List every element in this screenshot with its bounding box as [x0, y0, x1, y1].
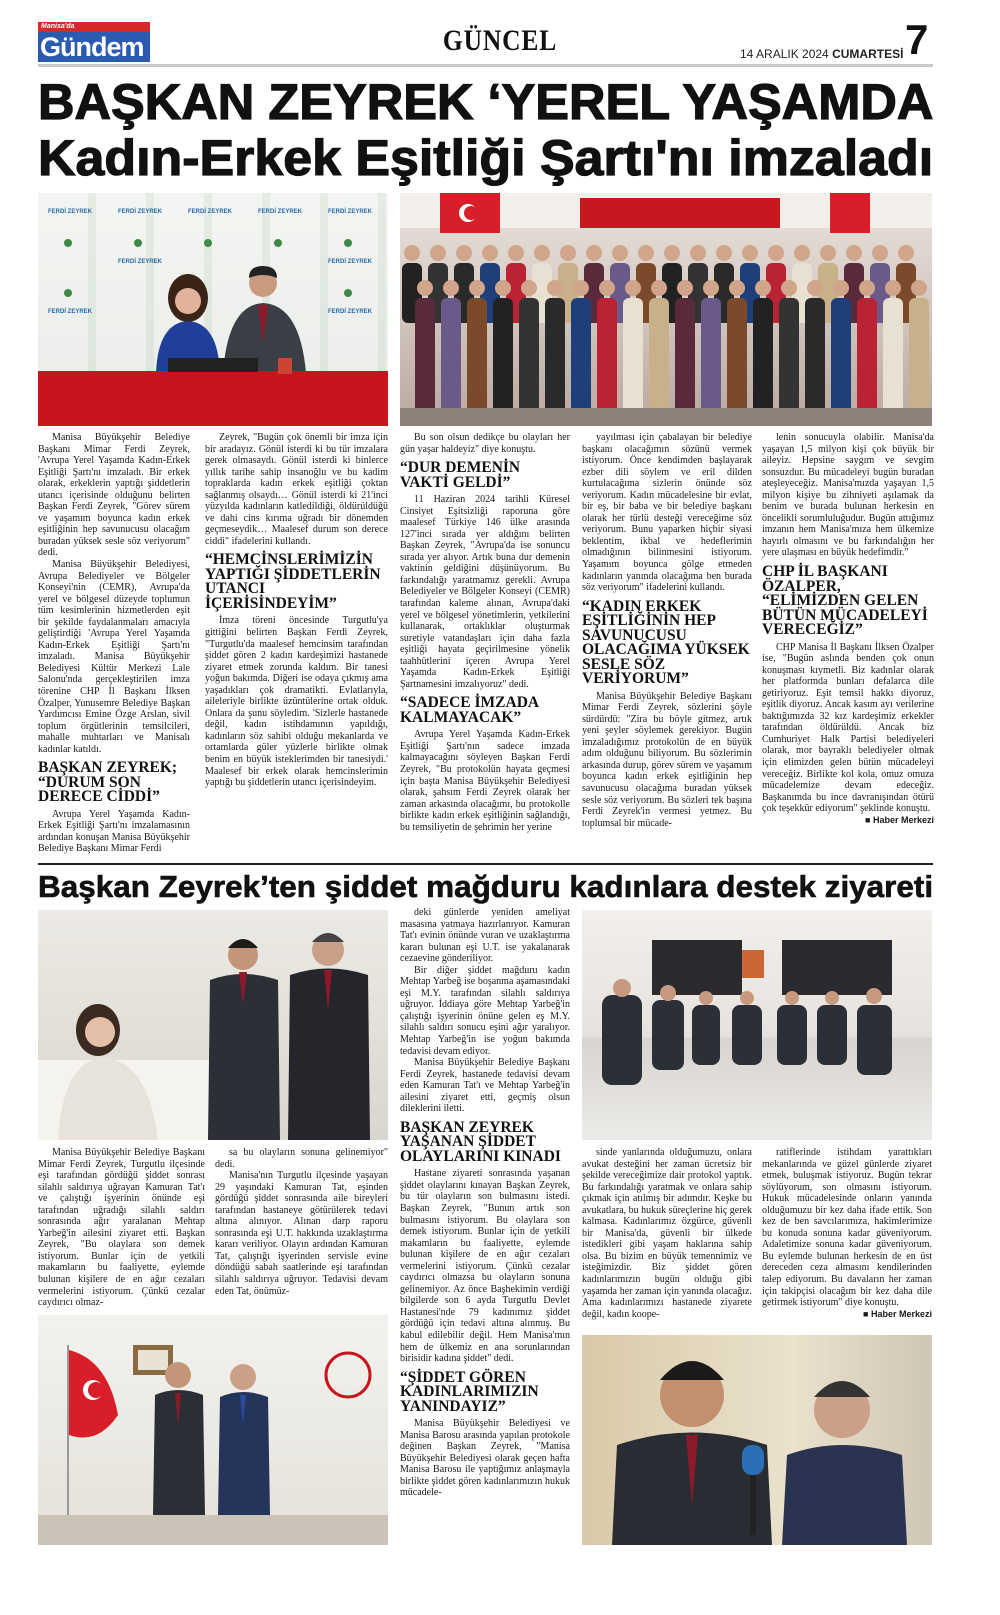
crowd-head — [794, 245, 810, 261]
crowd-head — [534, 245, 550, 261]
paragraph: Bu son olsun dedikçe bu olayları her gün yaşar haldeyiz" diye konuştu. — [400, 432, 570, 455]
crowd-person — [675, 298, 695, 418]
paragraph: Manisa'nın Turgutlu ilçesinde yaşayan 29 yaşındaki Kamuran Tat, eşinden gördüğü şiddet sonrasında aile bireyleri tarafından hastaneye götürülerek tedavi altına alınıyor. Alınan darp raporu sonrasında eşi U.T. hakkında uzaklaştırma kararı veriliyor. Olayın ardından Kamuran Tat, çalıştığı işyerinden servisle evine döndüğü sabah saatlerinde eşi tarafından silahlı saldırıya uğruyor. Tedavisi devam eden Tat, önümüz- — [215, 1170, 388, 1297]
paragraph: Avrupa Yerel Yaşamda Kadın-Erkek Eşitliği Şartı'nı imzalamasının ardından konuşan Manisa Büyükşehir Belediye Başkanı Mimar Ferdi — [38, 808, 190, 855]
crowd-head — [586, 245, 602, 261]
paragraph: Hastane ziyareti sonrasında yaşanan şiddet olaylarını kınayan Başkan Zeyrek, bu tür olayların son bulmasını istedi. Başkan Zeyrek, "Bunun artık son bulmasını istiyorum. Bu olaylara son demek istiyorum. Bunlar için de yetkili makamların bu faaliyette, eylemde bulunan kişilere de en ağır cezaları vermelerini istiyorum. Çünkü cezalar caydırıcı olmazsa bu olayların sonuna gelinemiyor. Az önce Başhekimin verdiği bilgilerde son 6 ayda Turgutlu Devlet Hastanesi'nde 79 kadınımız şiddet gördüğü için tedavi altına alınmış. Bu kabul edilebilir değil. Hem Manisa'mın hem de ülkemiz en ana sorunlarından birisidir kadına şiddet" dedi. — [400, 1168, 570, 1365]
crowd-person — [597, 298, 617, 418]
paragraph: Avrupa Yerel Yaşamda Kadın-Erkek Eşitliği Şartı'nın sadece imzada kalmayacağını söyleyen Başkan Ferdi Zeyrek, "Bu protokolün hayata geçmesi için başta Manisa Büyükşehir Belediyesi olarak, şahsım Ferdi Zeyrek olarak her zaman arkasında olacağımı, bu protokolle birlikte kadın erkek eşitliğinin sağlandığı, bu temsiliyetin de şehrimin her yerine — [400, 729, 570, 833]
paragraph: Manisa Büyükşehir Belediyesi, Avrupa Belediyeler ve Bölgeler Konseyi'nin (CEMR), Avrupa'da yerel ve bölgesel düzeyde toplumun tüm kesimlerinin hizmetlerden eşit bir şekilde faydalanmaları amacıyla geliştirdiği 'Avrupa Yerel Yaşamda Kadın-Erkek Eşitliği Şartı'nı imzaladı. Manisa Büyükşehir Belediyesi Kültür Merkezi Lale Salonu'nda gerçekleştirilen imza törenine CHP İl Başkanı İlksen Özalper, Yunusemre Belediye Başkan Yardımcısı Emine Özge Arslan, sivil toplum örgütlerinin temsilcileri, mahalle muhtarları ve Manisalı kadınlar katıldı. — [38, 559, 190, 755]
crowd-head — [755, 280, 771, 296]
photo-hospital-visit — [38, 910, 388, 1140]
story2-headline — [38, 868, 933, 906]
paragraph: deki günlerde yeniden ameliyat masasına yatmaya hazırlanıyor. Kamuran Tat'ı evinin önünde vuran ve uzaklaştırma kararı bulunan eşi U.T. ise yakalanarak cezaevine gönderiliyor. — [400, 907, 570, 965]
story2-column-5 — [762, 1147, 932, 1327]
paragraph: 11 Haziran 2024 tarihli Küresel Cinsiyet Eşitsizliği raporuna göre maalesef Türkiye 146 ülke arasında 127'inci sırada yer aldığını belirten Başkan Zeyrek, "Avrupa'da ise sonuncu sırada yer alıyor. Artık buna dur demenin vaktinin geldiğini düşünüyorum. Bu farkındalığı yaratmamız gerekli. Avrupa Belediyeler ve Bölgeler Konseyi (CEMR) tarafından kaleme alınan, Avrupa'daki yerel ve bölgesel yönetimlerin, yetkilerini kullanarak, ortaklıklar oluşturmak suretiyle vatandaşları için daha fazla eşitliği hayata geçirilmesine yönelik taahhütlerini içeren Avrupa Yerel Yaşamda Kadın-Erkek Eşitliği Şartnamesini imzalıyoruz" dedi. — [400, 494, 570, 690]
crowd-person — [701, 298, 721, 418]
crowd-head — [482, 245, 498, 261]
crowd-head — [807, 280, 823, 296]
crowd-person — [415, 298, 435, 418]
crowd-head — [404, 245, 420, 261]
crowd-person — [753, 298, 773, 418]
crowd-head — [898, 245, 914, 261]
headline-text: Başkan Zeyrek’ten şiddet mağduru kadınlara destek ziyareti — [38, 869, 934, 904]
crowd-head — [703, 280, 719, 296]
crowd-head — [833, 280, 849, 296]
page-number: 7 — [905, 16, 929, 63]
photo-signing-ceremony — [38, 193, 388, 426]
date-text: 14 ARALIK 2024 — [740, 47, 829, 61]
story1-column-2 — [205, 432, 388, 862]
crowd-person — [857, 298, 877, 418]
crowd-head — [716, 245, 732, 261]
subheading: “DUR DEMENİN VAKTİ GELDİ” — [400, 459, 521, 491]
crowd-person — [727, 298, 747, 418]
story1-column-1 — [38, 432, 190, 862]
crowd-head — [872, 245, 888, 261]
paragraph: Manisa Büyükşehir Belediyesi ve Manisa Barosu arasında yapılan protokole değinen Başkan Zeyrek, "Manisa Büyükşehir Belediyesi olarak geçen hafta Manisa Barosu ile yaptığımız anlaşmayla birlikte şiddet gören kadınlarımızın hukuk mücadele- — [400, 1418, 570, 1499]
crowd-head — [911, 280, 927, 296]
subheading: BAŞKAN ZEYREK YAŞANAN ŞİDDET OLAYLARINI KINADI — [400, 1118, 561, 1165]
crowd-head — [859, 280, 875, 296]
crowd-head — [417, 280, 433, 296]
paragraph: Manisa Büyükşehir Belediye Başkanı Mimar Ferdi Zeyrek, Turgutlu ilçesinde eşi tarafından gördüğü şiddet sonrası silahlı saldırıya uğrayan Kamuran Tat'ı ve çalıştığı işyerinin önünde eşi tarafından uğradığı silahlı saldırı sonrasında ağır yaralanan Mehtap Yarbeğ'in ailesini ziyaret etti. Başkan Zeyrek, "Bu olaylara son demek istiyorum. Bunlar için de yetkili makamların bu faaliyette, eylemde bulunan kişilere de en ağır cezaları vermelerini istiyorum. Çünkü cezalar caydırıcı olmaz- — [38, 1147, 205, 1309]
crowd-head — [781, 280, 797, 296]
crowd-head — [430, 245, 446, 261]
photo-office-handshake — [38, 1315, 388, 1545]
headline-text: BAŞKAN ZEYREK ‘YEREL YAŞAMDA — [38, 74, 934, 130]
crowd-person — [779, 298, 799, 418]
photo-press-interview — [582, 1335, 932, 1545]
byline: ■ Haber Merkezi — [865, 814, 934, 825]
meeting-illustration — [582, 910, 932, 1140]
story1-headline-line1 — [38, 74, 933, 130]
paragraph: İmza töreni öncesinde Turgutlu'ya gittiğini belirten Başkan Ferdi Zeyrek, "Turgutlu'da maalesef hemcinsim tarafından şiddet gören 2 kadın kardeşimizi hastanede ziyaret etmek zorunda kaldım. Bir tanesi yoğun bakımda. Diğeri ise odaya çıkmış ama yaşadıkları çok dramatikti. Evlatlarıyla, aileleriyle birlikte üzüntülerine ortak olduk. Onlara da şunu söyledim. 'Sizlerle hastanede değil, kadın istihdamının yapıldığı, kadınların söz sahibi olduğu mekanlarda ve ortamlarda güler yüzlerle birlikte olmak benim en büyük isteklerimden bir tanesiydi.' Maalesef bir erkek olarak hemcinslerimin yaptığı bu şiddetlerin utancı içerisindeyim. — [205, 615, 388, 789]
paragraph: sa bu olayların sonuna gelinemiyor" dedi. — [215, 1147, 388, 1170]
paragraph: Manisa Büyükşehir Belediye Başkanı Mimar Ferdi Zeyrek, 'Avrupa Yerel Yaşamda Kadın-Erkek Eşitliği Şartı'nı imzaladı. Bir erkek olarak, erkeklerin yaptığı şiddetlerin utancı içerisinde olduğunu belirten Başkan Ferdi Zeyrek, "Görev sürem ve yaşamım boyunca kadın erkek eşitliğinin hep savunucusu olacağım buradan yüksek sesle söz veriyorum" dedi. — [38, 432, 190, 559]
paragraph: Bir diğer şiddet mağduru kadın Mehtap Yarbeğ ise boşanma aşamasındaki eşi M.Y. tarafından silahlı saldırıya uğruyor. İddiaya göre Mehtap Yarbeğ'in çalıştığı işyerinin önüne gelen eş M.Y. silahlı saldırı sonucu eşini ağır yaralıyor. Mehtap Yarbeğ'in ise yoğun bakımda tedavisi devam ediyor. — [400, 964, 570, 1057]
story2-column-4 — [582, 1147, 752, 1327]
story1-column-4 — [582, 432, 752, 862]
group-illustration — [400, 193, 932, 426]
issue-date — [740, 47, 903, 61]
subheading: CHP İL BAŞKANI ÖZALPER, “ELİMİZDEN GELEN BÜTÜN MÜCADELEYİ VERECEĞİZ” — [762, 563, 928, 639]
subheading: “ŞİDDET GÖREN KADINLARIMIZIN YANINDAYIZ” — [400, 1368, 539, 1415]
crowd-person — [623, 298, 643, 418]
crowd-head — [690, 245, 706, 261]
crowd-head — [599, 280, 615, 296]
svg-text:FERDİ ZEYREK: FERDİ ZEYREK — [48, 309, 93, 315]
crowd-head — [651, 280, 667, 296]
paragraph: Zeyrek, "Bugün çok önemli bir imza için bir aradayız. Gönül isterdi ki bu tür imzalara gerek olmasaydı. Gönül isterdi ki binlerce yıllık tarihe sahip insanoğlu ve bu kadim topraklarda kadın erkek eşitliği çoktan sağlanmış olsaydı… Gönül isterdi ki 21'inci yüzyılda kadınların katledildiği, öldürüldüğü ve dahi cins kırıma uğradı bir dönemden geçmeseydik… Maalesef durum son derece ciddi" ifadelerini kullandı. — [205, 432, 388, 547]
section-title: GÜNCEL — [442, 24, 558, 57]
story2-column-2 — [215, 1147, 388, 1312]
crowd-head — [885, 280, 901, 296]
weekday-text: CUMARTESİ — [832, 47, 904, 61]
crowd-head — [846, 245, 862, 261]
story2-column-1 — [38, 1147, 205, 1312]
crowd-head — [742, 245, 758, 261]
crowd-head — [547, 280, 563, 296]
crowd-head — [729, 280, 745, 296]
interview-illustration — [582, 1335, 932, 1545]
subheading: BAŞKAN ZEYREK; “DURUM SON DERECE CİDDİ” — [38, 759, 178, 806]
office-illustration — [38, 1315, 388, 1545]
story2-column-3 — [400, 907, 570, 1547]
svg-text:FERDİ ZEYREK: FERDİ ZEYREK — [118, 209, 163, 215]
svg-text:FERDİ ZEYREK: FERDİ ZEYREK — [328, 209, 373, 215]
crowd-person — [467, 298, 487, 418]
crowd-person — [883, 298, 903, 418]
crowd-person — [441, 298, 461, 418]
crowd-person — [519, 298, 539, 418]
crowd-person — [493, 298, 513, 418]
crowd-head — [573, 280, 589, 296]
crowd-person — [545, 298, 565, 418]
svg-text:FERDİ ZEYREK: FERDİ ZEYREK — [48, 209, 93, 215]
subheading: “HEMCİNSLERİMİZİN YAPTIĞI ŞİDDETLERİN UTANCI İÇERİSİNDEYİM” — [205, 551, 381, 612]
svg-text:FERDİ ZEYREK: FERDİ ZEYREK — [328, 259, 373, 265]
crowd-person — [649, 298, 669, 418]
story-divider — [38, 863, 933, 865]
crowd-head — [495, 280, 511, 296]
crowd-person — [831, 298, 851, 418]
story1-headline-line2 — [38, 130, 933, 186]
crowd-head — [820, 245, 836, 261]
paragraph: Manisa Büyükşehir Belediye Başkanı Ferdi Zeyrek, hastanede tedavisi devam eden Kamuran Tat'ı ve Mehtap Yarbeğ'in ailesini ziyaret etti, geçmiş olsun dileklerini iletti. — [400, 1057, 570, 1115]
photo-group-women — [400, 193, 932, 426]
crowd-head — [677, 280, 693, 296]
paragraph: lenin sonucuyla olabilir. Manisa'da yaşayan 1,5 milyon kişi çok büyük bir aileyiz. Hepsine saygım ve sevgim sonsuzdur. Bu mücadeleyi bugün buradan ateşleyeceğiz. Manisa'mızda yaşayan 1,5 milyon kişiye bu zihniyeti aşılamak da benim ve burada bulunan herkesin en öncelikli sorumluluğudur. Bugün attığımız imzanın hem Manisa'mıza hem ülkemize hayırlı olmasını ve bu farkındalığın her yere ulaşması en büyük hedefimdir." — [762, 432, 934, 559]
headline-text: Kadın-Erkek Eşitliği Şartı'nı imzaladı — [38, 130, 934, 186]
subheading: “SADECE İMZADA KALMAYACAK” — [400, 694, 539, 726]
svg-text:FERDİ ZEYREK: FERDİ ZEYREK — [328, 309, 373, 315]
crowd-person — [805, 298, 825, 418]
crowd-head — [443, 280, 459, 296]
svg-text:FERDİ ZEYREK: FERDİ ZEYREK — [118, 259, 163, 265]
paragraph: Manisa Büyükşehir Belediye Başkanı Mimar Ferdi Zeyrek, sözlerini şöyle sürdürdü: "Zira bu böyle gitmez, artık yeni şeyler söylemek gerekiyor. Bugün imzaladığımız protokolün de en büyük adım olduğunu biliyorum. Bu sözlerimin arkasında durup, görev sürem ve yaşamım boyunca kadın erkek eşitliğinin hep savunucusu olacağıma buradan yüksek sesle söz veriyorum. Bu sözleri tek başına Ferdi Zeyrek'in vermesi yetmez. Bu toplumsal bir mücade- — [582, 690, 752, 829]
crowd-head — [560, 245, 576, 261]
paragraph: CHP Manisa İl Başkanı İlksen Özalper ise, "Bugün aslında benden çok onun konuşması kıymetli. Biz kadınlar olarak her platformda bunları defalarca dile getiriyoruz. Eşit temsil hakkı diyoruz, eşitlik diyoruz. Ancak kasım ayı verilerine baktığımızda 32 kız kardeşimiz erkekler tarafından öldürüldü. Ancak biz Cumhuriyet Halk Partisi belediyeleri olarak, mor bayraklı belediyeler olmak için elimizden gelen bütün mücadeleyi vereceğiz. Birlikte kol kola, omuz omuza mücadelemize devam edeceğiz. Başkanımda bu ince davranışından ötürü çok teşekkür ediyorum" şeklinde konuştu. — [762, 641, 934, 815]
crowd-person — [909, 298, 929, 418]
paragraph: yayılması için çabalayan bir belediye başkanı olacağımın sözünü vermek istiyorum. Önce kendimden başlayarak ezber dili söylem ve eril dilden kurtulacağıma sizlerin önünde söz veriyorum. Kadın mücadelesine bir evlat, bir eş, bir baba ve bir belediye başkanı olarak her türlü desteği vereceğime söz veriyorum. Bunu yaparken hiçbir siyasi beklentim, ikbal ve hedeflerimin olmadığının bilinmesini istiyorum. Yaşamım boyunca gölge etmeden kadınların yanında olacağıma ben burada söz veriyorum" ifadelerini kullandı. — [582, 432, 752, 594]
crowd-head — [612, 245, 628, 261]
story1-column-3 — [400, 432, 570, 862]
paragraph: sinde yanlarında olduğumuzu, onlara avukat desteğini her zaman ücretsiz bir şekilde vereceğimize dair protokol yaptık. Bu farkındalığı yaratmak ve onlara sahip çıkmak için atılmış bir adımdır. Keşke bu avukatlara, bu hukuk süreçlerine hiç gerek kalmasa. Kadınlarımız özgürce, güvenli bir Manisa'da, güvenli bir ülkede istedikleri gibi yaşam haklarına sahip olsa. Bu bizim en büyük temennimiz ve isteğimizdir. Biz şiddet gören kadınlarımızın bugün olduğu gibi yaşamda her zaman için yanında olacağız. Ama kadınlarımızı hastanede ziyarete değil, kadın koope- — [582, 1147, 752, 1320]
crowd-head — [664, 245, 680, 261]
logo-small-text: Manisa'da — [38, 22, 150, 32]
subheading: “KADIN ERKEK EŞİTLİĞİNİN HEP SAVUNUCUSU OLACAĞIMA YÜKSEK SESLE SÖZ VERİYORUM” — [582, 597, 750, 688]
crowd-head — [768, 245, 784, 261]
photo-meeting-room — [582, 910, 932, 1140]
svg-text:FERDİ ZEYREK: FERDİ ZEYREK — [188, 209, 233, 215]
masthead-rule — [38, 64, 933, 67]
crowd-head — [521, 280, 537, 296]
svg-text:FERDİ ZEYREK: FERDİ ZEYREK — [258, 209, 303, 215]
story1-column-5 — [762, 432, 934, 862]
hospital-illustration — [38, 910, 388, 1140]
ceremony-illustration — [38, 193, 388, 426]
paragraph: ratiflerinde istihdam yarattıkları mekanlarında ve güzel günlerde ziyaret etmek, buluşmak istiyoruz. Bugün tekrar söylüyorum, son olmasını istiyorum. Hukuk mücadelesinde onların yanında olduğumuzu bir kez daha ifade ettik. Son kez de ben savcılarımıza, hakimlerimize bu konuda sonuna kadar güveniyorum. Adaletimize sonuna kadar güveniyorum. Bu eylemde bulunan herkesin de en üst dereceden ceza almasını kendilerinden talep ediyorum. Bu davaların her zaman için takipçisi olacağım bir kez daha dile getirmek istiyorum" diye konuştu. — [762, 1147, 932, 1309]
byline: ■ Haber Merkezi — [863, 1308, 932, 1319]
crowd-head — [625, 280, 641, 296]
newspaper-logo — [38, 22, 150, 62]
crowd-head — [456, 245, 472, 261]
crowd-head — [469, 280, 485, 296]
logo-main-text: Gündem — [38, 32, 150, 62]
crowd-person — [571, 298, 591, 418]
crowd-head — [508, 245, 524, 261]
crowd-head — [638, 245, 654, 261]
